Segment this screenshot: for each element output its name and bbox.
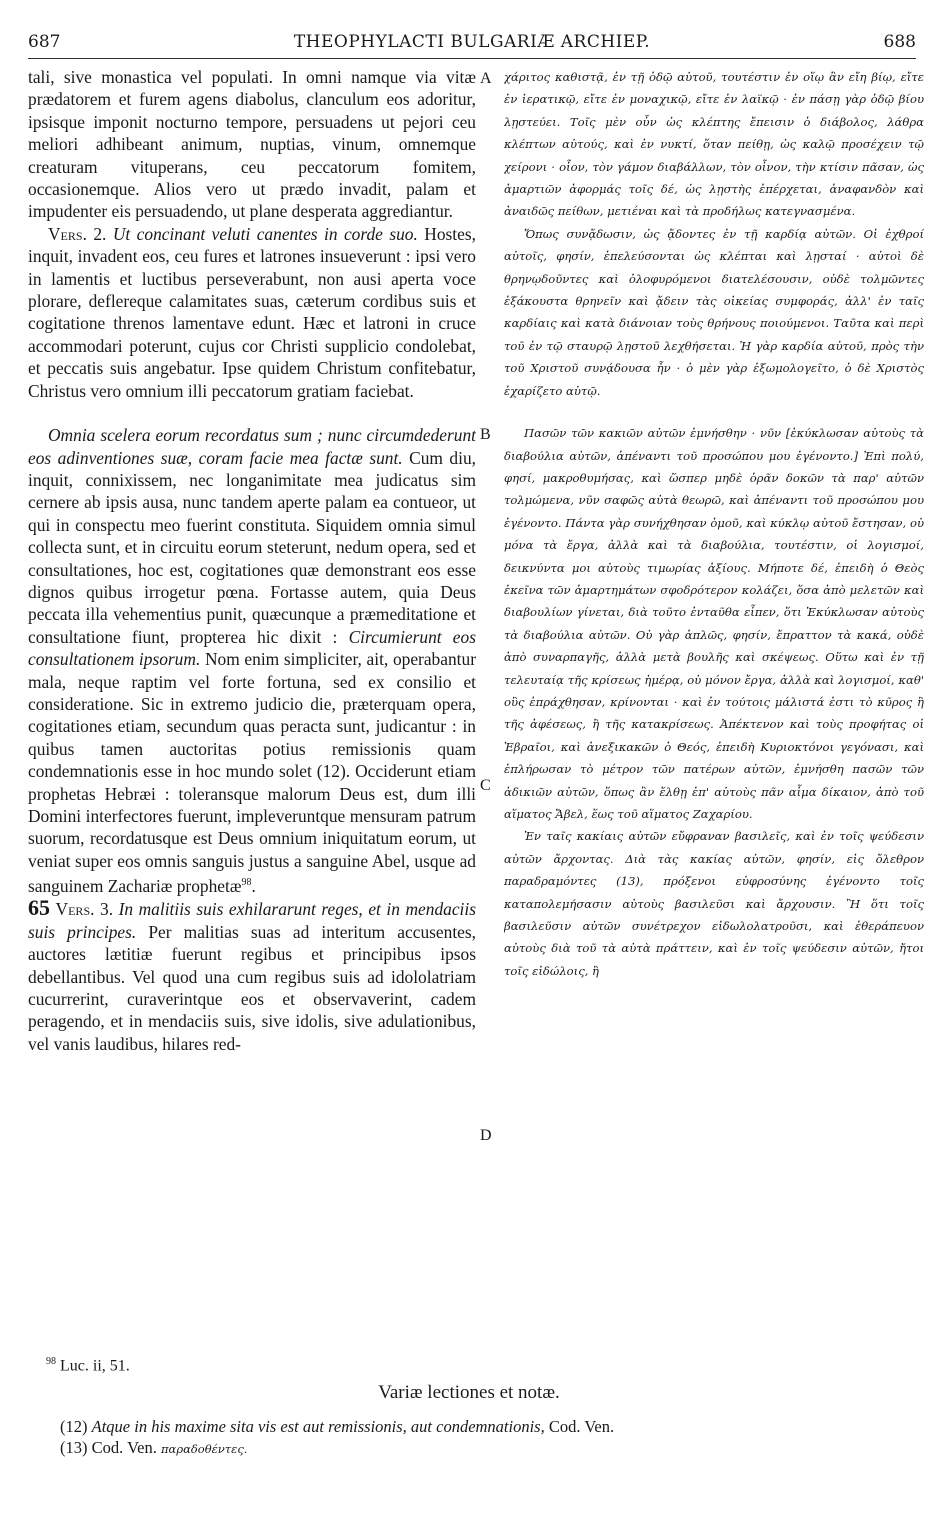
greek-paragraph-1: χάριτος καθιστᾷ, ἐν τῇ ὁδῷ αὐτοῦ, τουτέστιν ἐν οἵῳ ἂν εἴη βίῳ, εἴτε ἐν ἱερατικῷ, εἴτε ἐν μοναχικῷ, εἴτε ἐν λαϊκῷ · ἐν πάσῃ γὰρ ὁδῷ βίου λῃστεύει. Τοῖς μὲν οὖν ὡς κλέπτης ἔπεισιν ὁ διάβολος, λάθρα κλέπτων αὐτούς, καὶ ἐν νυκτί, ὅταν πείθῃ, ὡς καλῷ προσέχειν τῷ χείρονι · οἷον, τὸν γάμον διαβάλλων, τὸν οἶνον, τὴν κτίσιν πᾶσαν, ὡς ἁμαρτιῶν ἀφορμάς τοῖς δέ, ὡς λῃστὴς ἐπέρχεται, ἀναφανδὸν καὶ ἀναιδῶς πείθων, μετιέναι καὶ τὰ προδήλως κατεγνασμένα. <box>504 70 924 219</box>
section-number: 65 <box>28 895 50 921</box>
verse-quote-4: In malitiis suis exhilararunt reges, et in mendaciis suis principes. <box>28 899 476 942</box>
footnote <box>46 1356 130 1375</box>
footnote-mark: 98 <box>46 1356 56 1367</box>
running-title: THEOPHYLACTI BULGARIÆ ARCHIEP. <box>293 32 651 52</box>
note-greek-13: παραδοθέντες. <box>161 1442 248 1456</box>
page-number-left: 687 <box>28 32 61 52</box>
section-gap-greek <box>504 402 924 422</box>
note-source-12: Cod. Ven. <box>548 1417 615 1436</box>
verse-ref-3: Vers. 3. <box>55 899 114 920</box>
verse-quote-3b: Circumierunt eos consultationem ipsorum. <box>28 626 476 670</box>
margin-letter-b: B <box>480 426 491 443</box>
latin-paragraph-4 <box>28 897 476 1055</box>
note-text-12: Atque in his maxime sita vis est aut remissionis, aut condemnationis, <box>91 1417 545 1436</box>
verse-quote-2: Ut concinant veluti canentes in corde suo. <box>112 223 418 244</box>
footnote-text: Luc. ii, 51. <box>60 1357 130 1375</box>
page-number-right: 688 <box>883 32 916 52</box>
margin-letter-d: D <box>480 1127 492 1144</box>
verse-quote-3: Omnia scelera eorum recordatus sum ; nunc circumdederunt eos adinventiones suæ, coram facie mea factæ sunt. <box>28 425 476 468</box>
note-number-13: (13) <box>60 1438 88 1457</box>
latin-paragraph-1: tali, sive monastica vel populati. In omni namque via vitæ prædatorem et furem agens diabolus, clanculum eos adoritur, ipsisque imponit nocturno tempore, persuadens ut pejori ceu meliori adhibeant animum, nuptias, vinum, omnemque creaturam vituperans, ceu peccatorum fomitem, occasionemque. Alios vero ut prædo invadit, palam et impudenter eis persuadendo, ut plane desperata aggrediantur. <box>28 67 476 222</box>
verse-ref-2: Vers. 2. <box>48 223 107 244</box>
greek-paragraph-2: Ὅπως συνᾄδωσιν, ὡς ᾄδοντες ἐν τῇ καρδίᾳ αὐτῶν. Οἱ ἐχθροί αὐτοῖς, φησίν, ἐπελεύσονται ὡς κλέπται καὶ λῃσταί · αὐτοὶ δὲ θρηνῳδοῦντες καὶ ὀλοφυρόμενοι διατελέσουσιν, οὐδὲ τολμῶντες ἐξάκουστα θρηνεῖν καὶ ᾄδειν τὰς οἰκείας συμφοράς, ἀλλ' ἐν ταῖς καρδίαις καὶ κατὰ διάνοιαν τοὺς θρήνους ποιούμενοι. Ταῦτα καὶ περὶ τοῦ ἐν τῷ σταυρῷ λῃστοῦ λεχθήσεται. Ἡ γὰρ καρδία αὐτοῦ, πρὸς τὴν τοῦ Χριστοῦ συνᾴδουσα ἦν · ὁ μὲν γὰρ ἐξωμολογεῖτο, ὁ δὲ Χριστὸς ἐχαρίζετο αὐτῷ. <box>504 226 924 398</box>
note-number-12: (12) <box>60 1417 88 1436</box>
latin-commentary-3a: Cum diu, inquit, connixissem, nec longanimitate mea judicatus sim cernere ab ipsis ausa, nunc tandem aperte palam ea contueor, ut qui in conspectu meo fuerint constituta. Siquidem omnia simul collecta sunt, et in circuitu eorum steterunt, nedum opera, sed et consultationes, hoc est, cogitationes quæ demonstrant eos esse dignos quibus irrogetur pœna. Fortasse autem, quia Deus peccata illa vehementius punit, quæcunque a præmeditatione et consultatione fiunt, propterea hic dixit : <box>28 447 476 647</box>
notes-title: Variæ lectiones et notæ. <box>378 1382 560 1403</box>
variant-note-12 <box>60 1417 614 1437</box>
note-source-13: Cod. Ven. <box>91 1438 157 1457</box>
section-gap <box>28 402 476 424</box>
latin-commentary-3b: Nom enim simpliciter, ait, operabantur mala, neque raptim vel forte fortuna, sed ex consilio et consideratione. Sic in extremo judicio die, præterquam opera, cogitationes etiam, secundum quas peracta sunt, judicantur : in quibus tamen auctoritas potius remissionis quam condemnationis esse in hoc mundo solet (12). Occiderunt etiam prophetas Hebræi : toleransque malorum Deus est, dum illi Domini interfectores fuerunt, impleveruntque mensuram patrum suorum, recordatusque est Deus omnium iniquitatum eorum, ut veniat super eos omnis sanguis justus a sanguine Abel, usque ad sanguinem Zachariæ prophetæ <box>28 649 476 897</box>
page-header <box>28 32 916 58</box>
greek-paragraph-4: Ἐν ταῖς κακίαις αὐτῶν εὔφραναν βασιλεῖς, καὶ ἐν τοῖς ψεύδεσιν αὐτῶν ἄρχοντας. Διὰ τὰς κακίας αὐτῶν, φησίν, εἰς ὄλεθρον παραδραμόντες (13), πρόξενοι εὐφροσύνης ἐγένοντο τοῖς καταπολεμήσασιν αὐτοὺς βασιλεῦσι καὶ ἄρχουσιν. Ἢ ὅτι τοῖς βασιλεῦσιν αὐτῶν συνέτρεχον εἰδωλολατροῦσι, καὶ ἐθεράπευον αὐτοὺς διὰ τοῦ τὰ αὐτὰ πράττειν, καὶ ἐν τοῖς ψεύδεσιν αὐτῶν, ἤτοι τοῖς εἰδώλοις, ἢ <box>504 829 924 978</box>
margin-letter-c: C <box>480 777 491 794</box>
latin-paragraph-3: Omnia scelera eorum recordatus sum ; nunc circumdederunt eos adinventiones suæ, coram facie mea factæ sunt. Cum diu, inquit, connixissem, nec longanimitate mea judicatus sim cernere ab ipsis ausa, nunc tandem aperte palam ea contueor, ut qui in conspectu meo fuerint constituta. Siquidem omnia simul collecta sunt, et in circuitu eorum steterunt, nedum opera, sed et consultationes, hoc est, cogitationes quæ demonstrant eos esse dignos quibus irrogetur pœna. Fortasse autem, quia Deus peccata illa vehementius punit, quæcunque a præmeditatione et consultatione fiunt, propterea hic dixit : Circumierunt eos consultationem ipsorum. Nom enim simpliciter, ait, operabantur mala, neque raptim vel forte fortuna, sed ex consilio et consideratione. Sic in extremo judicio die, præterquam opera, cogitationes etiam, secundum quas peracta sunt, judicantur : in quibus tamen auctoritas potius remissionis quam condemnationis esse in hoc mundo solet (12). Occiderunt etiam prophetas Hebræi : toleransque malorum Deus est, dum illi Domini interfectores fuerunt, impleveruntque mensuram patrum suorum, recordatusque est Deus omnium iniquitatum eorum, ut veniat super eos omnis sanguis justus a sanguine Abel, usque ad sanguinem Zachariæ prophetæ$^{98}$. <box>28 425 476 897</box>
latin-commentary-4: Per malitias suas ad interitum accusentes, auctores lætitiæ fuerunt regibus et principibus ipsos debellantibus. Vel quod una cum regibus suis ad idololatriam cucurrerint, curaverintque eos et observaverint, cadem peragendo, et in mendaciis suis, sive idolis, sive adulationibus, vel vanis laudibus, hilares red- <box>28 921 476 1054</box>
variant-note-13 <box>60 1438 247 1458</box>
latin-paragraph-2 <box>28 223 476 402</box>
margin-letter-a: A <box>480 70 492 87</box>
greek-paragraph-3: Πασῶν τῶν κακιῶν αὐτῶν ἐμνήσθην · νῦν [ἐκύκλωσαν αὐτοὺς τὰ διαβούλια αὐτῶν, ἀπέναντι τοῦ προσώπου μου ἐγένοντο.] Ἐπὶ πολύ, φησί, μακροθυμήσας, καὶ ὥσπερ μηδὲ ὁρᾶν δοκῶν τὰ παρ' αὐτῶν τολμώμενα, νῦν σαφῶς αὐτὰ θεωρῶ, καὶ ἀπέναντι τοῦ προσώπου μου ἐγένοντο. Πάντα γὰρ συνήχθησαν ὁμοῦ, καὶ κύκλῳ αὐτοῦ ἔστησαν, οὐ μόνα τὰ ἔργα, ἀλλὰ καὶ τὰ διαβούλια, τουτέστιν, οἱ λογισμοί, δεικνύντα μοι αὐτοὺς τιμωρίας ἀξίους. Μήποτε δέ, ἐπειδὴ ὁ Θεὸς ἐκεῖνα τῶν ἁμαρτημάτων σφοδρότερον κολάζει, ὅσα ἀπὸ μελετῶν καὶ διαβουλίων γίνεται, διὰ τοῦτο ἐνταῦθα εἶπεν, ὅτι Ἐκύκλωσαν αὐτοὺς τὰ διαβούλια αὐτῶν. Οὐ γὰρ ἁπλῶς, φησίν, ἔπραττον τὰ κακά, οὐδὲ ἀπὸ συναρπαγῆς, ἀλλὰ μετὰ βουλῆς καὶ σκέψεως. Οὕτω καὶ ἐν τῇ τελευταίᾳ τῆς κρίσεως ἡμέρᾳ, οὐ μόνον ἔργα, ἀλλὰ καὶ λογισμοί, καθ' οὓς ἐπράχθησαν, κρίνονται · καὶ ἐν τούτοις μάλιστά ἐστι τὸ κῦρος ἢ τῆς ἀφέσεως, ἢ τῆς κατακρίσεως. Ἀπέκτενον καὶ τοὺς προφήτας οἱ Ἑβραῖοι, καὶ ἀνεξικακῶν ὁ Θεός, ἐπειδὴ Κυριοκτόνοι γεγόνασι, καὶ ἐπλήρωσαν τὸ μέτρον τῶν πατέρων αὐτῶν, ἐμνήσθη πασῶν τῶν ἀδικιῶν αὐτῶν, ὅπως ἂν ἔλθῃ ἐπ' αὐτοὺς πᾶν αἷμα δίκαιον, ἀπὸ τοῦ αἵματος Ἄβελ, ἕως τοῦ αἵματος Ζαχαρίου. <box>504 426 924 821</box>
latin-column <box>28 66 476 1055</box>
header-rule <box>28 58 916 59</box>
latin-commentary-2: Hostes, inquit, invadent eos, ceu fures et latrones insueverunt : ipsi vero in lamentis et luctibus perseverabunt, non ausi aperta voce plorare, deflereque calamitates suas, cæterum cordibus suis et cogitatione threnos lamentave edunt. Hæc et latroni in cruce accommodari poterunt, cujus cor Christi supplicio condolebat, et peccatis suis angebatur. Ipse quidem Christum confitebatur, Christus vero omnium illi peccatorum gratiam faciebat. <box>28 223 476 401</box>
footnote-ref-98: 98 <box>241 877 252 889</box>
greek-column <box>504 66 924 982</box>
